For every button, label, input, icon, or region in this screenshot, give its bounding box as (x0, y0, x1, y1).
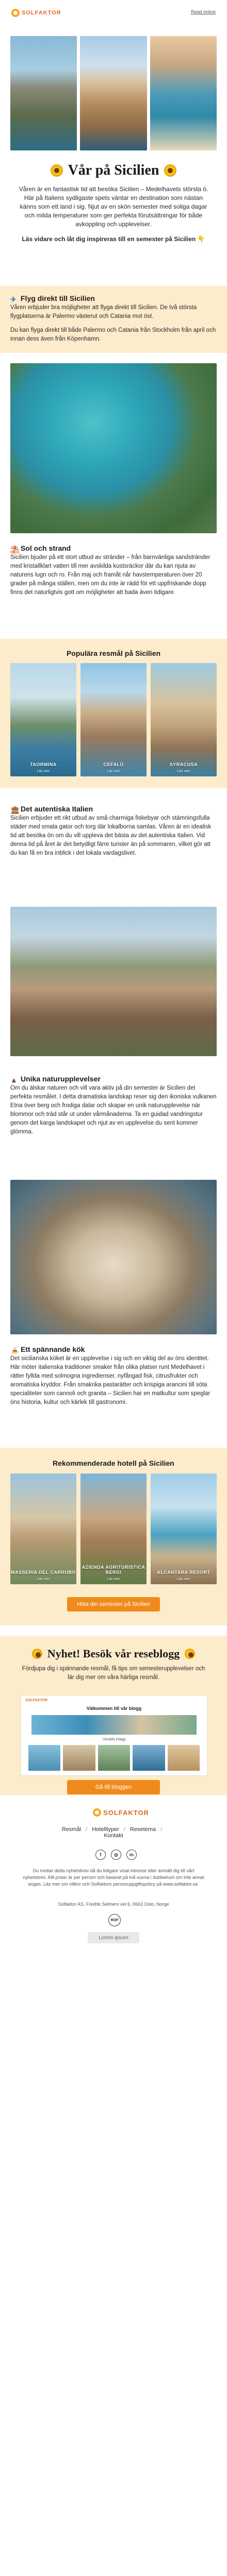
sunflower-icon (51, 164, 63, 177)
preview-thumb (133, 1745, 165, 1771)
authentic-title: Det autentiska Italien (21, 805, 93, 813)
go-to-blog-button[interactable]: Gå till bloggen (67, 1780, 160, 1794)
preview-thumbnails (28, 1745, 200, 1771)
kitchen-title-row (10, 1345, 217, 1353)
blog-body: Fördjupa dig i spännande resmål, få tips om semesterupplevelser och lär dig mer om våra härliga resmål. (22, 1666, 205, 1681)
hotel-card-bergi[interactable] (80, 1473, 147, 1584)
sunflower-icon (185, 1649, 195, 1659)
destination-read-more: Läs mer (107, 770, 120, 773)
intro-cta-text: Läs vidare och låt dig inspireras till en semester på Sicilien 👇 (22, 235, 205, 243)
logo-text: SOLFAKTOR (22, 10, 61, 16)
destination-name: TAORMINA (30, 762, 57, 767)
preview-heading: Välkommen till vår blogg (86, 1706, 142, 1711)
footer-logo-text: SOLFAKTOR (103, 1808, 149, 1817)
hero-image-city (80, 36, 147, 150)
separator: / (86, 1826, 88, 1833)
intro-title-row (15, 162, 212, 179)
hotel-image (151, 1473, 217, 1584)
footer-address: Solfaktor AS, Fredrik Selmers vei 6, 0663 Oslo, Norge (58, 1902, 169, 1907)
destination-card-taormina[interactable] (10, 663, 76, 776)
authentic-body: Sicilien erbjuder ett rikt utbud av små charmiga fiskebyar och stämningsfulla städer med smala gator och torg där lokalborna samlas. Våren är en idealisk tid att besöka ön om du vill uppleva det bästa av det autentiska Italien. Vid denna tid på året är det betydligt färre turister än på sommaren, vilket gör att du kan få en bra inblick i det lokala vardagslivet. (10, 815, 212, 856)
unsubscribe-button[interactable]: Lorem ipsum (88, 1932, 139, 1943)
food-image (10, 1180, 217, 1334)
popular-title: Populära resmål på Sicilien (66, 649, 161, 657)
hero-image-cliffs (10, 36, 77, 150)
destination-name: CEFALÙ (103, 762, 124, 767)
destination-image (10, 663, 76, 776)
preview-logo: SOLFAKTOR (25, 1699, 48, 1702)
footer-disclaimer: Du mottar detta nyhetsbrev då du tidigare visat intresse eller anmält dig till vårt nyhetsbrev. Allt priser är per person och baserat på två vuxna i dubbelrum om inte annat anges. Läs mer om villkor och Solfaktors personuppgiftspolicy på www.solfaktor.se. (23, 1868, 204, 1887)
footer-links (0, 1826, 227, 1839)
sun-title-row (10, 544, 217, 552)
kitchen-section (0, 1342, 227, 1445)
brand-logo[interactable] (11, 9, 61, 17)
buildings-icon: 🏛 (10, 806, 20, 814)
preview-banner (31, 1715, 197, 1735)
coast-image (10, 363, 217, 533)
hotel-cards (10, 1473, 217, 1584)
sunflower-icon (164, 164, 176, 177)
destination-read-more: Läs mer (37, 770, 50, 773)
preview-thumb (63, 1745, 95, 1771)
header (0, 0, 227, 32)
blog-preview[interactable] (21, 1695, 207, 1776)
read-online-link[interactable]: Read online (190, 9, 216, 14)
footer-link-hotelltyper[interactable]: Hotelltyper (92, 1826, 119, 1833)
sun-body: Sicilien bjuder på ett stort utbud av stränder – från barnvänliga sandstränder med kristallklart vatten till mer avskilda kustsräckor där du kan njuta av naturens lugn och ro. Från maj och framåt når havstemperaturen över 20 grader på många ställen, men om du inte är rädd för ett uppfriskande dopp finns det naturligtvis gott om möjligheter att bada även tidigare. (10, 554, 210, 596)
preview-thumb (28, 1745, 60, 1771)
hero-image-beach (150, 36, 217, 150)
authentic-title-row (10, 805, 217, 813)
nature-body: Om du älskar naturen och vill vara aktiv på din semester är Sicilien det perfekta resmålet. I detta dramatiska landskap reser sig den ikoniska vulkanen Etna över berg och frodiga dalar och skapar en unik naturupplevelse när blommor och träd står ut under vårmånaderna. Ta en guidad vandringstur genom det karga landskapet och njut av en upplevelse du sent kommer glömma. (10, 1085, 217, 1135)
flights-title-row (10, 294, 217, 302)
hotels-title: Rekommenderade hotell på Sicilien (53, 1459, 174, 1467)
hotel-image (10, 1473, 76, 1584)
footer-link-resmal[interactable]: Resmål (61, 1826, 82, 1833)
blog-title-row (21, 1647, 206, 1660)
linkedin-icon[interactable]: in (126, 1850, 137, 1860)
destination-image (80, 663, 147, 776)
nature-title: Unika naturupplevelser (21, 1075, 101, 1083)
sun-icon (93, 1808, 101, 1817)
social-icons (95, 1850, 137, 1860)
blog-title: Nyhet! Besök vår reseblogg (47, 1647, 180, 1660)
destination-name: SYRACUSA (169, 762, 198, 767)
footer-logo[interactable] (93, 1808, 149, 1817)
separator: / (160, 1826, 163, 1833)
footer-link-kontakt[interactable]: Kontakt (104, 1833, 123, 1839)
nature-title-row (10, 1075, 217, 1083)
destination-image (151, 663, 217, 776)
airplane-icon: ✈ (10, 295, 17, 303)
kitchen-title: Ett spännande kök (21, 1345, 85, 1353)
nature-section (0, 1072, 227, 1175)
separator: / (123, 1826, 125, 1833)
sun-icon (11, 9, 20, 17)
hotel-name: AZIENDA AGRITURISTICA BERGI (82, 1565, 145, 1575)
hotel-card-alcantara[interactable] (151, 1473, 217, 1584)
flights-paragraph-2: Du kan flyga direkt till både Palermo och Catania från Stockholm från april och innan dess även från Köpenhamn. (10, 327, 216, 342)
volcano-icon: ▲ (10, 1076, 18, 1084)
kitchen-body: Det sicilianska köket är en upplevelse i sig och en viktig del av öns identitet. Här möter italienska traditioner smaker från olika platser runt Medelhavet i rätter fyllda med solmogna ingredienser, nyfångad fisk, citrusfrukter och aromatiska kryddor. Från smakrika pastarätter och krispiga arancini till söta specialiteter som cannoli och granita – Sicilien har en matkultur som speglar öns historia, kultur och kärlek till gastronomi. (10, 1355, 210, 1405)
hotel-read-more: Läs mer (37, 1578, 50, 1581)
destination-read-more: Läs mer (177, 770, 190, 773)
sun-title: Sol och strand (21, 544, 71, 552)
destination-card-syracusa[interactable] (151, 663, 217, 776)
food-icon: 🍝 (10, 1346, 20, 1354)
beach-umbrella-icon: ⛱ (10, 545, 20, 553)
instagram-icon[interactable]: ◎ (111, 1850, 121, 1860)
sun-section (0, 541, 227, 644)
flights-paragraph-1: Våren erbjuder bra möjligheter att flyga direkt till Sicilien. De två största flygplatserna är Palermo västerut och Catania mot öst. (10, 304, 197, 319)
popular-cards (10, 663, 217, 776)
hotel-name: ALCANTARA RESORT (157, 1570, 210, 1575)
hotel-read-more: Läs mer (107, 1578, 120, 1581)
preview-subheading: Utvalda inlägg (102, 1738, 126, 1741)
footer-link-resetema[interactable]: Resetema (129, 1826, 156, 1833)
authentic-section (0, 799, 227, 902)
preview-thumb (98, 1745, 130, 1771)
preview-thumb (168, 1745, 200, 1771)
destination-card-cefalu[interactable] (80, 663, 147, 776)
hotel-name: MASSERIA DEL CARRUBO (10, 1570, 76, 1575)
rof-badge: ROF (108, 1914, 121, 1926)
hotel-read-more: Läs mer (177, 1578, 190, 1581)
village-image (10, 907, 217, 1056)
find-vacation-button[interactable]: Hitta din semester på Sicilien (67, 1597, 160, 1612)
intro-title: Vår på Sicilien (68, 162, 159, 178)
flights-section (0, 286, 227, 353)
hotel-card-massseria[interactable] (10, 1473, 76, 1584)
flights-title: Flyg direkt till Sicilien (21, 294, 95, 302)
intro-section (15, 162, 212, 244)
hero-images (10, 36, 217, 150)
facebook-icon[interactable]: f (95, 1850, 106, 1860)
sunflower-icon (32, 1649, 42, 1659)
intro-paragraph: Våren är en fantastisk tid att besöka Sicilien – Medelhavets största ö. Här på Italiens sydligaste spets väntar en destination som nästan känns som ett land i sig. Njut av en skön semester med soliga dagar och milda temperaturer som ger perfekta förutsättningar för både avkoppling och upplevelser. (19, 185, 208, 228)
